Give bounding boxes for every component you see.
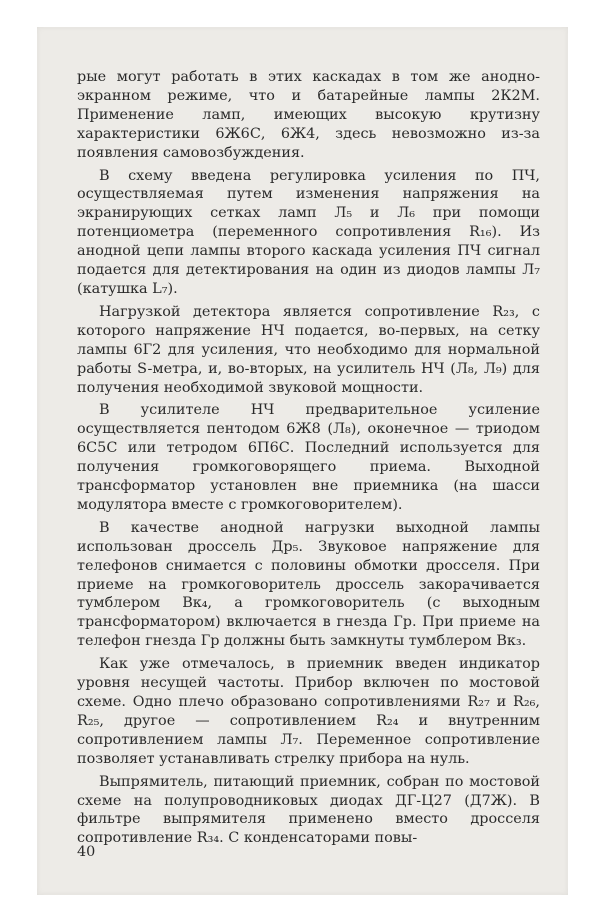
paragraph-7: Выпрямитель, питающий приемник, собран по мостовой схеме на полупроводниковых диодах ДГ-Ц27 (Д7Ж). В фильтре выпрямителя применено вместо дросселя сопротивление R₃₄. С конденсаторами повы-	[77, 773, 540, 847]
page-number: 40	[77, 844, 96, 860]
paragraph-6: Как уже отмечалось, в приемник введен индикатор уровня несущей частоты. Прибор включен по мостовой схеме. Одно плечо образовано сопротивлениями R₂₇ и R₂₆, R₂₅, другое — сопротивлением R₂₄ и внутренним сопротивлением лампы Л₇. Переменное сопротивление позволяет устанавливать стрелку прибора на нуль.	[77, 656, 540, 767]
paragraph-4: В усилителе НЧ предварительное усиление осуществляется пентодом 6Ж8 (Л₈), оконечное — триодом 6С5С или тетродом 6П6С. Последний используется для получения громкоговорящего приема. Выходной трансформатор установлен вне приемника (на шасси модулятора вместе с громкоговорителем).	[77, 402, 540, 513]
paragraph-3: Нагрузкой детектора является сопротивление R₂₃, с которого напряжение НЧ подается, во-первых, на сетку лампы 6Г2 для усиления, что необходимо для нормальной работы S-метра, и, во-вторых, на усилитель НЧ (Л₈, Л₉) для получения необходимой звуковой мощности.	[77, 303, 540, 396]
paragraph-5: В качестве анодной нагрузки выходной лампы использован дроссель Др₅. Звуковое напряжение для телефонов снимается с половины обмотки дросселя. При приеме на громкоговоритель дроссель закорачивается тумблером Вк₄, а громкоговоритель (с выходным трансформатором) включается в гнезда Гр. При приеме на телефон гнезда Гр должны быть замкнуты тумблером Вк₃.	[77, 519, 540, 650]
paragraph-1: рые могут работать в этих каскадах в том же анодно-экранном режиме, что и батарейные лампы 2К2М. Применение ламп, имеющих высокую крутизну характеристики 6Ж6С, 6Ж4, здесь невозможно из-за появления самовозбуждения.	[77, 69, 540, 161]
paragraph-2: В схему введена регулировка усиления по ПЧ, осуществляемая путем изменения напряжения на экранирующих сетках ламп Л₅ и Л₆ при помощи потенциометра (переменного сопротивления R₁₆). Из анодной цепи лампы второго каскада усиления ПЧ сигнал подается для детектирования на один из диодов лампы Л₇ (катушка L₇).	[77, 167, 540, 297]
body-text	[77, 68, 540, 852]
book-page	[37, 27, 568, 895]
